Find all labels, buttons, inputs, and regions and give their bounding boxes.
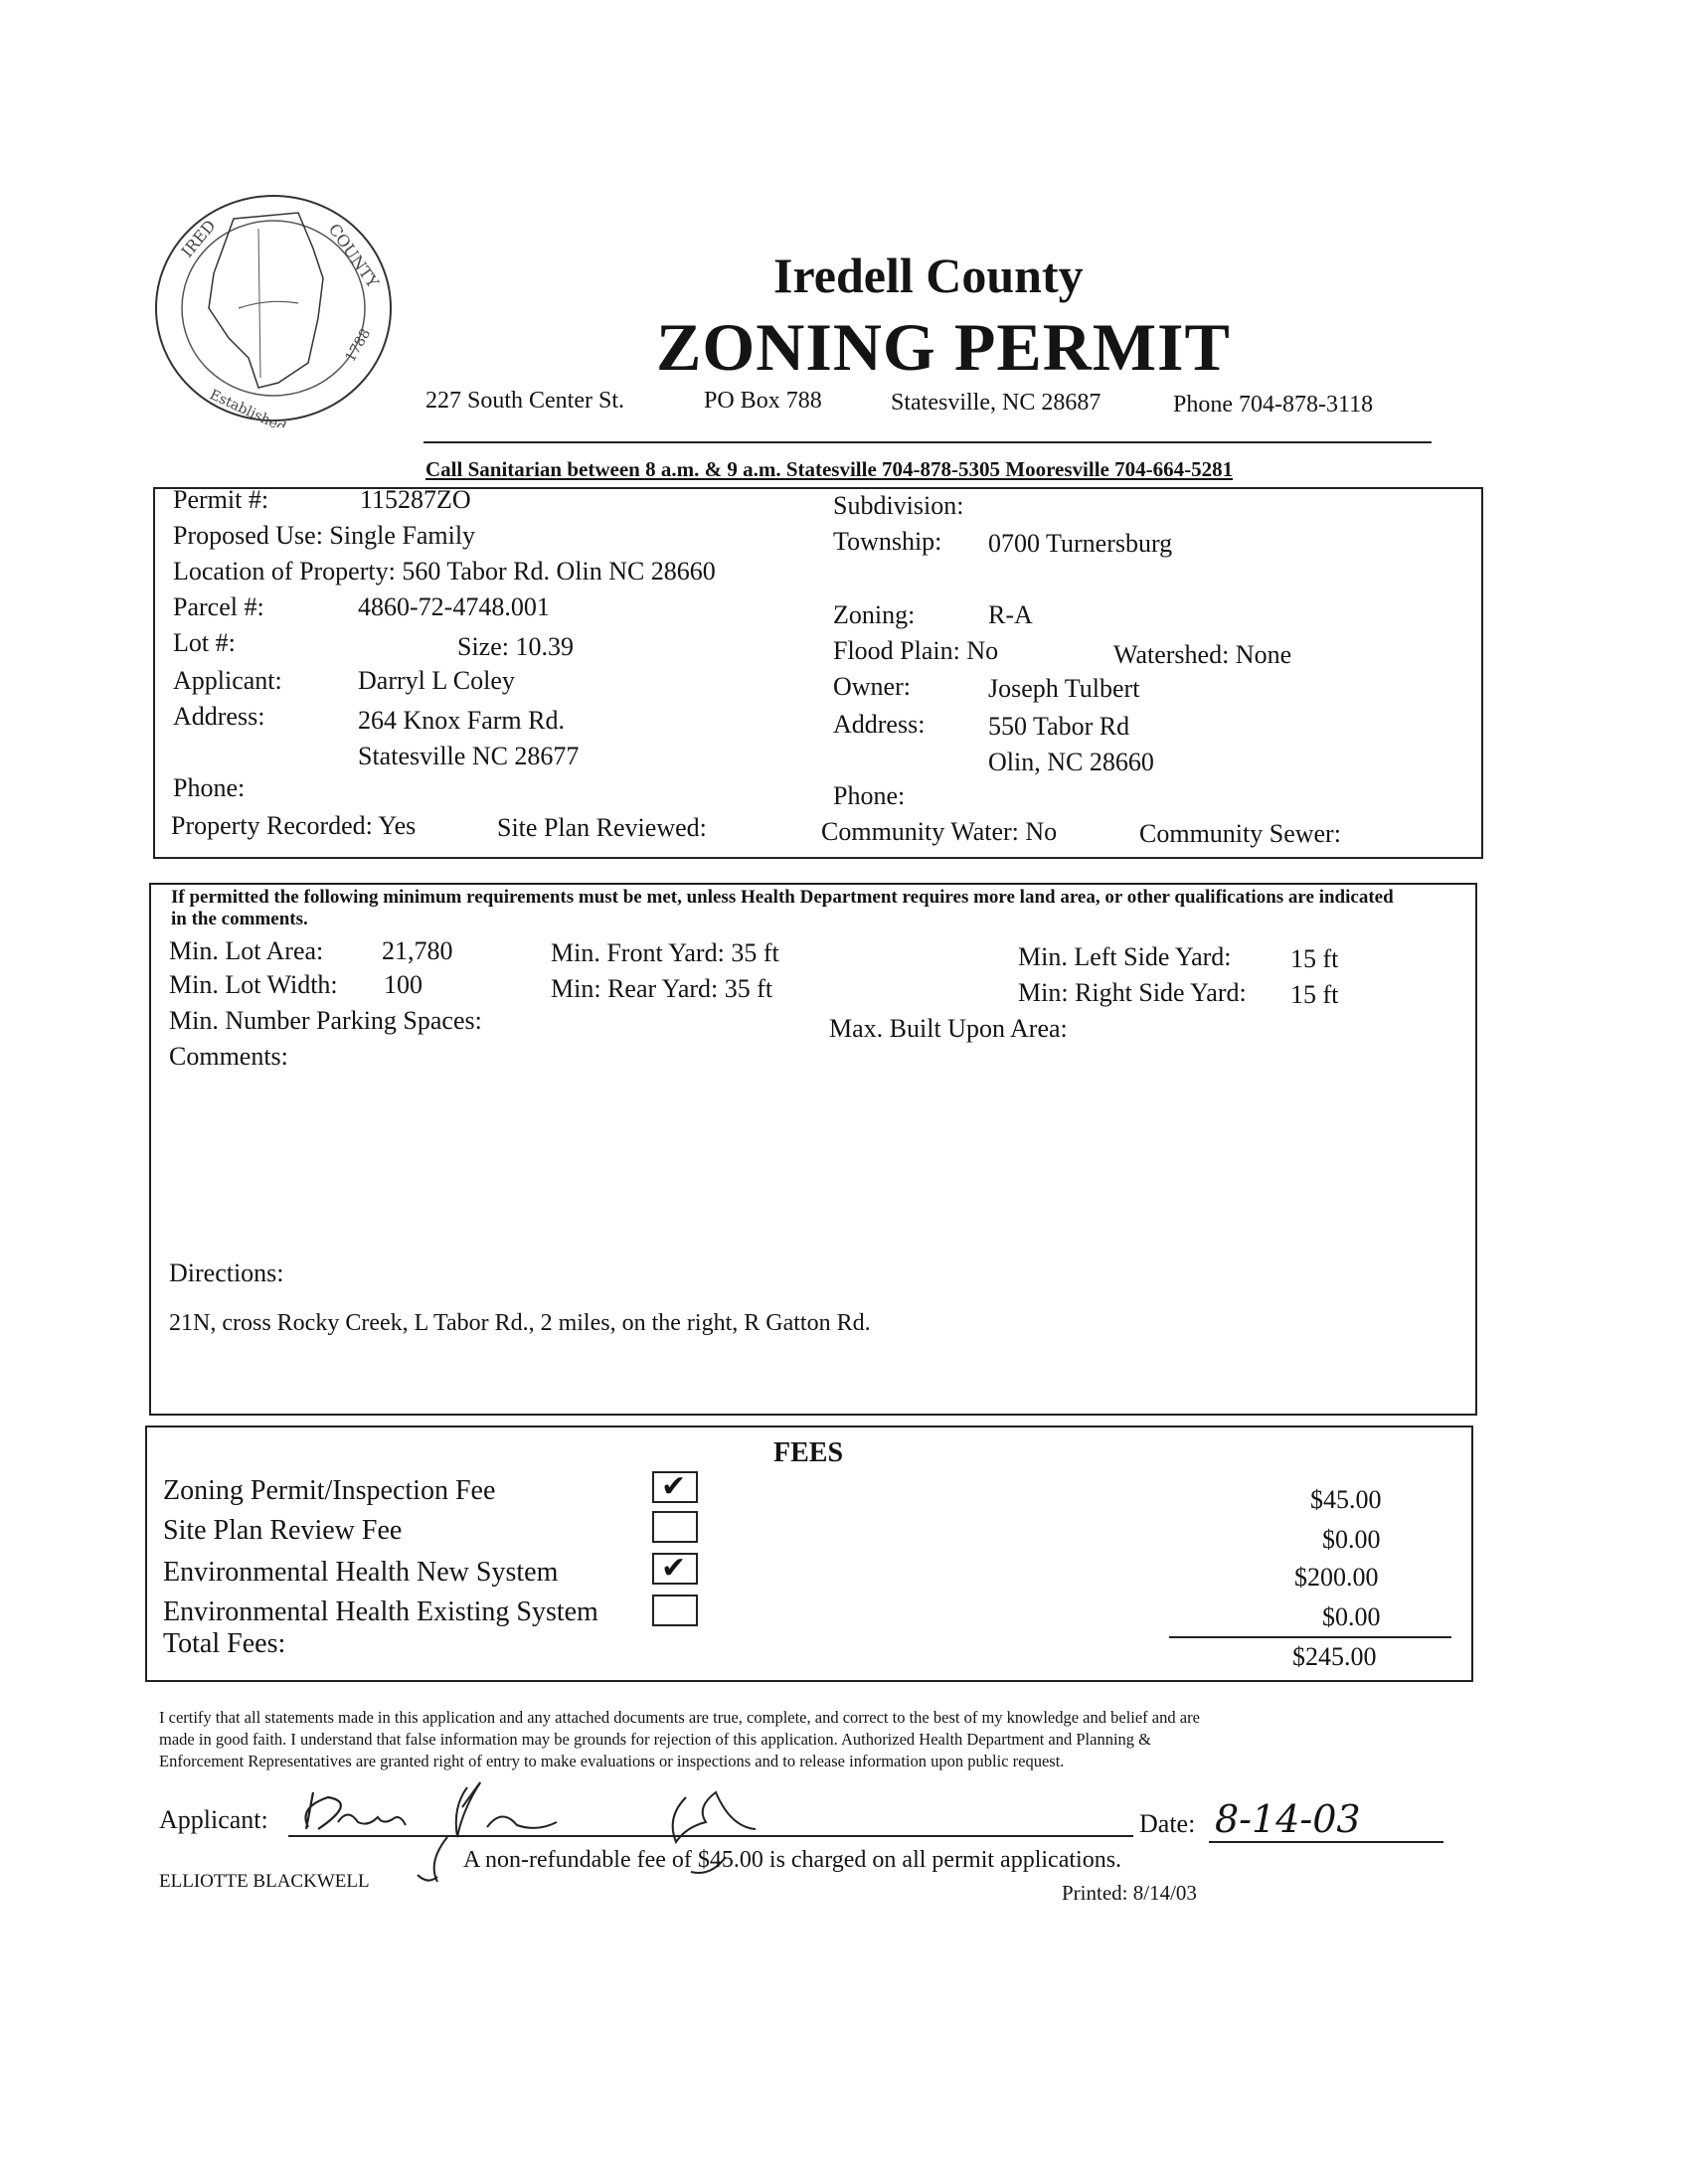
proposed-use: Proposed Use: Single Family xyxy=(173,521,476,550)
officer-name: ELLIOTTE BLACKWELL xyxy=(159,1871,370,1892)
fee-label: Environmental Health New System xyxy=(163,1557,559,1588)
min-lot-area-label: Min. Lot Area: xyxy=(169,936,324,965)
property-location: Location of Property: 560 Tabor Rd. Olin NC 28660 xyxy=(173,557,716,586)
fee-checkbox[interactable] xyxy=(652,1595,698,1626)
certification-line1: I certify that all statements made in this application and any attached documents are true, complete, and correct to the best of my knowledge and belief and are xyxy=(159,1708,1200,1727)
header-divider xyxy=(424,441,1432,443)
sanitarian-note: Call Sanitarian between 8 a.m. & 9 a.m. Statesville 704-878-5305 Mooresville 704-664-5281 xyxy=(425,457,1234,481)
fees-heading: FEES xyxy=(773,1437,844,1468)
flood-plain: Flood Plain: No xyxy=(833,636,999,665)
address-street: 227 South Center St. xyxy=(425,388,625,414)
min-right-side-value: 15 ft xyxy=(1290,980,1339,1009)
fee-checkbox[interactable] xyxy=(652,1511,698,1543)
permit-number-value: 115287ZO xyxy=(360,485,471,514)
applicant-value: Darryl L Coley xyxy=(358,666,515,695)
min-left-side-value: 15 ft xyxy=(1290,944,1339,973)
page-title: ZONING PERMIT xyxy=(656,309,1231,385)
fee-amount: $200.00 xyxy=(1294,1563,1379,1592)
svg-text:Established: Established xyxy=(207,387,289,427)
fees-total-rule xyxy=(1169,1636,1451,1638)
directions-label: Directions: xyxy=(169,1259,284,1287)
applicant-address-line1: 264 Knox Farm Rd. xyxy=(358,706,565,735)
printed-date: Printed: 8/14/03 xyxy=(1062,1881,1197,1905)
min-rear-yard: Min: Rear Yard: 35 ft xyxy=(551,974,773,1003)
fee-label: Zoning Permit/Inspection Fee xyxy=(163,1475,496,1506)
lot-size: Size: 10.39 xyxy=(457,632,574,661)
date-label: Date: xyxy=(1139,1809,1196,1838)
site-plan-reviewed: Site Plan Reviewed: xyxy=(497,813,707,842)
address-po-box: PO Box 788 xyxy=(704,388,822,414)
min-lot-width-label: Min. Lot Width: xyxy=(169,970,338,999)
owner-value: Joseph Tulbert xyxy=(988,674,1140,703)
comments-label: Comments: xyxy=(169,1042,288,1071)
subdivision-label: Subdivision: xyxy=(833,491,964,520)
directions-value: 21N, cross Rocky Creek, L Tabor Rd., 2 miles, on the right, R Gatton Rd. xyxy=(169,1310,871,1336)
zoning-label: Zoning: xyxy=(833,600,916,629)
community-water: Community Water: No xyxy=(821,817,1058,846)
parcel-value: 4860-72-4748.001 xyxy=(358,592,550,621)
owner-address-label: Address: xyxy=(833,710,926,739)
county-seal-icon xyxy=(149,189,398,427)
watershed: Watershed: None xyxy=(1113,640,1292,669)
fee-amount: $0.00 xyxy=(1322,1602,1381,1631)
owner-address-line1: 550 Tabor Rd xyxy=(988,712,1130,741)
parcel-label: Parcel #: xyxy=(173,592,264,621)
applicant-phone-label: Phone: xyxy=(173,773,246,802)
min-parking: Min. Number Parking Spaces: xyxy=(169,1006,482,1035)
township-value: 0700 Turnersburg xyxy=(988,529,1173,558)
address-city: Statesville, NC 28687 xyxy=(891,390,1101,416)
handwritten-date: 8-14-03 xyxy=(1215,1797,1361,1841)
address-phone: Phone 704-878-3118 xyxy=(1173,392,1374,418)
fee-label: Site Plan Review Fee xyxy=(163,1515,403,1546)
owner-label: Owner: xyxy=(833,672,911,701)
applicant-address-label: Address: xyxy=(173,702,265,731)
min-lot-area-value: 21,780 xyxy=(382,936,453,965)
min-left-side-label: Min. Left Side Yard: xyxy=(1018,942,1232,971)
owner-phone-label: Phone: xyxy=(833,781,906,810)
check-icon: ✔ xyxy=(661,1551,687,1586)
svg-text:COUNTY: COUNTY xyxy=(324,220,383,291)
county-name: Iredell County xyxy=(773,248,1084,303)
owner-address-line2: Olin, NC 28660 xyxy=(988,748,1154,776)
lot-label: Lot #: xyxy=(173,628,236,657)
total-fees-label: Total Fees: xyxy=(163,1628,286,1659)
requirements-intro: If permitted the following minimum requirements must be met, unless Health Department requires more land area, or other qualifications are indicated in the comments. xyxy=(171,887,1394,929)
fee-amount: $0.00 xyxy=(1322,1525,1381,1554)
date-line xyxy=(1209,1841,1443,1843)
max-built-upon: Max. Built Upon Area: xyxy=(829,1014,1068,1043)
fee-checkbox[interactable] xyxy=(652,1553,698,1585)
permit-number-label: Permit #: xyxy=(173,485,269,514)
total-fees-value: $245.00 xyxy=(1292,1642,1377,1671)
applicant-label: Applicant: xyxy=(173,666,282,695)
fee-label: Environmental Health Existing System xyxy=(163,1596,598,1627)
applicant-signature-label: Applicant: xyxy=(159,1805,268,1834)
min-lot-width-value: 100 xyxy=(384,970,423,999)
min-right-side-label: Min: Right Side Yard: xyxy=(1018,978,1247,1007)
fee-checkbox[interactable] xyxy=(652,1471,698,1503)
property-recorded: Property Recorded: Yes xyxy=(171,811,417,840)
min-front-yard: Min. Front Yard: 35 ft xyxy=(551,938,779,967)
zoning-value: R-A xyxy=(988,600,1033,629)
check-icon: ✔ xyxy=(661,1469,687,1504)
nonrefundable-note: A non-refundable fee of $45.00 is charged on all permit applications. xyxy=(463,1847,1122,1873)
svg-text:IRED: IRED xyxy=(177,216,220,261)
fee-amount: $45.00 xyxy=(1310,1485,1382,1514)
township-label: Township: xyxy=(833,527,942,556)
applicant-address-line2: Statesville NC 28677 xyxy=(358,742,580,770)
svg-text:1788: 1788 xyxy=(342,326,375,365)
certification-line2: made in good faith. I understand that false information may be grounds for rejection of this application. Authorized Health Department and Planning & xyxy=(159,1730,1151,1749)
community-sewer: Community Sewer: xyxy=(1139,819,1341,848)
certification-line3: Enforcement Representatives are granted right of entry to make evaluations or inspections and to release information upon public request. xyxy=(159,1752,1065,1770)
